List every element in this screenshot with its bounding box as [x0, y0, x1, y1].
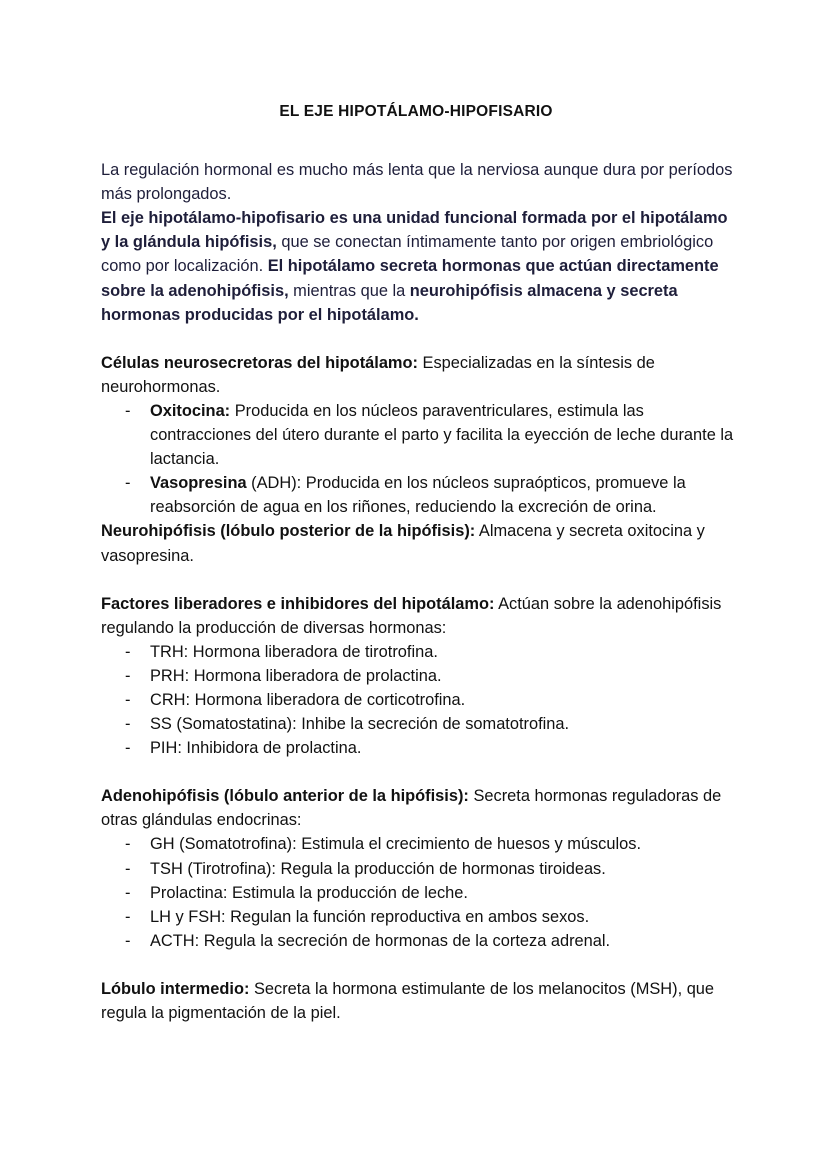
- section-neurohipofisis: [101, 519, 741, 567]
- section-heading: Células neurosecretoras del hipotálamo:: [101, 353, 418, 372]
- adenohipofisis-list: [101, 832, 741, 952]
- list-item: - TRH: Hormona liberadora de tirotrofina.: [101, 640, 741, 664]
- section-adenohipofisis: [101, 784, 741, 953]
- intro-paragraph-2: [101, 206, 741, 326]
- section-heading: Neurohipófisis (lóbulo posterior de la hipófisis):: [101, 522, 476, 541]
- section-heading: Factores liberadores e inhibidores del hipotálamo:: [101, 594, 495, 613]
- list-item: - LH y FSH: Regulan la función reproductiva en ambos sexos.: [101, 905, 741, 929]
- list-item: - CRH: Hormona liberadora de corticotrofina.: [101, 688, 741, 712]
- section-intermedio: [101, 977, 741, 1025]
- document-page: [101, 100, 741, 1025]
- section-factores: [101, 592, 741, 761]
- section-heading: Adenohipófisis (lóbulo anterior de la hipófisis):: [101, 787, 469, 806]
- neurosecretoras-list: [101, 399, 741, 519]
- document-title: EL EJE HIPOTÁLAMO-HIPOFISARIO: [279, 103, 553, 120]
- list-item: - PIH: Inhibidora de prolactina.: [101, 736, 741, 760]
- intro-section: [101, 158, 741, 327]
- section-text: Especializadas en la síntesis de neurohormonas.: [101, 353, 655, 396]
- intro-text-1: que se conectan íntimamente tanto por origen embriológico como por localización.: [101, 233, 714, 276]
- section-neurosecretoras: [101, 351, 741, 568]
- intro-bold-2: El hipotálamo secreta hormonas que actúan directamente sobre la adenohipófisis,: [101, 257, 719, 300]
- section-text: Almacena y secreta oxitocina y vasopresina.: [101, 522, 705, 565]
- section-text: Secreta hormonas reguladoras de otras glándulas endocrinas:: [101, 787, 722, 830]
- section-text: Actúan sobre la adenohipófisis regulando la producción de diversas hormonas:: [101, 594, 722, 637]
- section-text: Secreta la hormona estimulante de los melanocitos (MSH), que regula la pigmentación de la piel.: [101, 979, 715, 1022]
- list-item: - SS (Somatostatina): Inhibe la secreción de somatotrofina.: [101, 712, 741, 736]
- factores-list: [101, 640, 741, 760]
- list-item: - Vasopresina (ADH): Producida en los núcleos supraópticos, promueve la reabsorción de agua en los riñones, reduciendo la excreción de orina.: [101, 471, 741, 519]
- section-heading: Lóbulo intermedio:: [101, 979, 250, 998]
- list-item: - ACTH: Regula la secreción de hormonas de la corteza adrenal.: [101, 929, 741, 953]
- intro-text-2: mientras que la: [288, 281, 410, 300]
- list-item: - TSH (Tirotrofina): Regula la producción de hormonas tiroideas.: [101, 857, 741, 881]
- list-item: - Oxitocina: Producida en los núcleos paraventriculares, estimula las contracciones del útero durante el parto y facilita la eyección de leche durante la lactancia.: [101, 399, 741, 471]
- list-item: - PRH: Hormona liberadora de prolactina.: [101, 664, 741, 688]
- intro-bold-3: neurohipófisis almacena y secreta hormonas producidas por el hipotálamo.: [101, 281, 678, 324]
- list-item: - Prolactina: Estimula la producción de leche.: [101, 881, 741, 905]
- intro-paragraph-1: La regulación hormonal es mucho más lenta que la nerviosa aunque dura por períodos más prolongados.: [101, 161, 733, 204]
- intro-bold-1: El eje hipotálamo-hipofisario es una unidad funcional formada por el hipotálamo y la glándula hipófisis,: [101, 209, 728, 252]
- list-item: - GH (Somatotrofina): Estimula el crecimiento de huesos y músculos.: [101, 832, 741, 856]
